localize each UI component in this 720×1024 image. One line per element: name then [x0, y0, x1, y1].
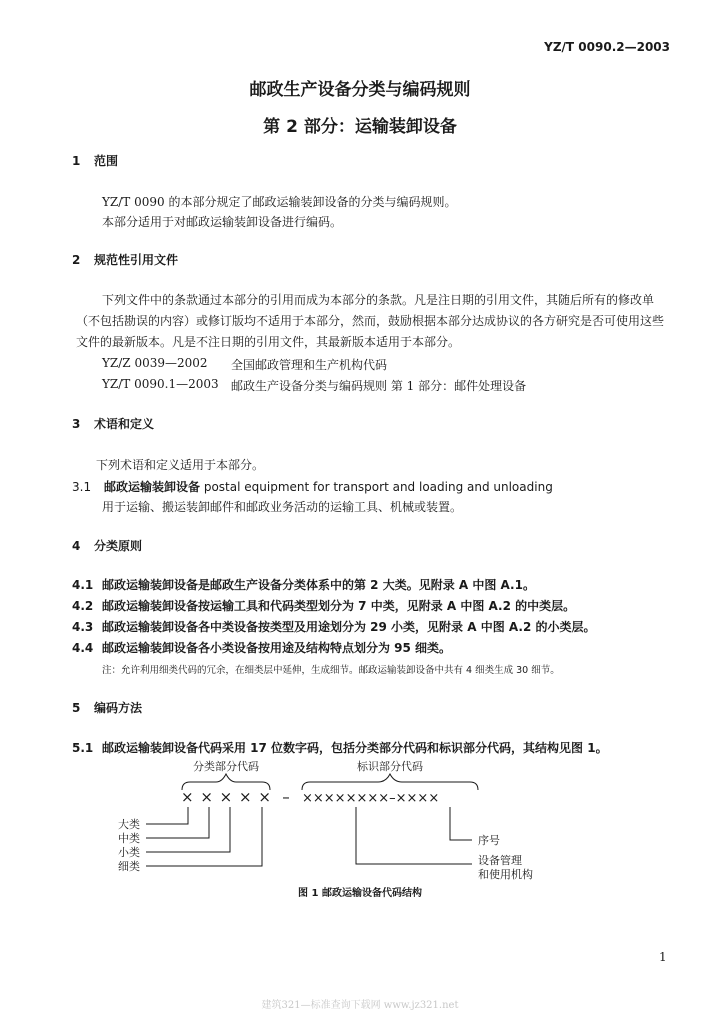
section-title: 规范性引用文件: [94, 253, 179, 267]
org-label-line-2: 和使用机构: [478, 868, 533, 881]
section-4-note: 注：允许利用细类代码的冗余，在细类层中延伸，生成细节。邮政运输装卸设备中共有 4 细类生成 30 细节。: [102, 665, 560, 676]
serial-label: 序号: [478, 834, 500, 847]
section-title: 编码方法: [94, 701, 143, 715]
section-number: 3: [72, 417, 81, 431]
section-title: 术语和定义: [94, 417, 155, 431]
section-4-heading: [72, 537, 142, 554]
section-5-heading: [72, 699, 142, 716]
level-label-major: 大类: [118, 818, 140, 831]
leader-line-serial: [450, 807, 472, 840]
term-definition: 用于运输、搬运装卸邮件和邮政业务活动的运输工具、机械或装置。: [102, 500, 463, 514]
leader-line-major: [146, 807, 188, 824]
clause-text: 邮政运输装卸设备各小类设备按用途及结构特点划分为 95 细类。: [102, 641, 452, 655]
reference-code-2: YZ/T 0090.1—2003: [102, 377, 219, 391]
section-title: 分类原则: [94, 539, 143, 553]
section-3-heading: [72, 415, 154, 432]
term-3-1: [72, 478, 553, 495]
section-1-para-2: 本部分适用于对邮政运输装卸设备进行编码。: [102, 215, 343, 229]
page-number: 1: [659, 950, 667, 964]
leader-line-organization: [356, 807, 472, 864]
clause-number: 4.2: [72, 599, 94, 613]
clause-4-3: [72, 618, 595, 635]
section-2-heading: [72, 251, 178, 268]
level-label-minor: 小类: [118, 846, 140, 859]
section-2-paragraph: 下列文件中的条款通过本部分的引用而成为本部分的条款。凡是注日期的引用文件，其随后所有的修改单（不包括勘误的内容）或修订版均不适用于本部分，然而，鼓励根据本部分达成协议的各方研究是否可使用这些文件的最新版本。凡是不注日期的引用文件，其最新版本适用于本部分。: [76, 293, 665, 349]
leader-line-medium: [146, 807, 209, 838]
section-1-para-1: YZ/T 0090 的本部分规定了邮政运输装卸设备的分类与编码规则。: [102, 195, 457, 209]
reference-code-1: YZ/Z 0039—2002: [102, 356, 208, 370]
clause-number: 4.4: [72, 641, 94, 655]
term-chinese: 邮政运输装卸设备: [104, 480, 201, 494]
clause-number: 4.3: [72, 620, 94, 634]
clause-text: 邮政运输装卸设备是邮政生产设备分类体系中的第 2 大类。见附录 A 中图 A.1。: [102, 578, 535, 592]
code-structure-diagram: [0, 760, 720, 900]
document-subtitle: 第 2 部分：运输装卸设备: [263, 117, 457, 137]
reference-title-2: 邮政生产设备分类与编码规则 第 1 部分：邮件处理设备: [231, 379, 527, 393]
level-label-medium: 中类: [118, 832, 140, 845]
section-number: 4: [72, 539, 81, 553]
id-part-label: 标识部分代码: [357, 760, 423, 773]
section-title: 范围: [94, 154, 119, 168]
clause-text: 邮政运输装卸设备按运输工具和代码类型划分为 7 中类，见附录 A 中图 A.2 的中类层。: [102, 599, 576, 613]
term-number: 3.1: [72, 480, 92, 494]
leader-line-detail: [146, 807, 262, 866]
class-digits: × × × × ×: [181, 788, 272, 806]
clause-text: 邮政运输装卸设备代码采用 17 位数字码，包括分类部分代码和标识部分代码，其结构见图 1。: [102, 741, 608, 755]
clause-4-4: [72, 639, 451, 656]
clause-4-1: [72, 576, 535, 593]
reference-title-1: 全国邮政管理和生产机构代码: [231, 358, 388, 372]
id-digits: ××××××××–××××: [302, 791, 440, 806]
clause-number: 4.1: [72, 578, 94, 592]
standard-number: YZ/T 0090.2—2003: [544, 40, 670, 54]
clause-number: 5.1: [72, 741, 94, 755]
section-number: 1: [72, 154, 81, 168]
document-title: 邮政生产设备分类与编码规则: [249, 80, 471, 100]
footer-watermark: 建筑321—标准查询下载网 www.jz321.net: [261, 1000, 459, 1011]
term-english: postal equipment for transport and loading and unloading: [203, 480, 553, 494]
clause-4-2: [72, 597, 575, 614]
section-3-intro: 下列术语和定义适用于本部分。: [96, 458, 265, 472]
level-label-detail: 细类: [118, 860, 140, 873]
id-part-brace: [302, 774, 478, 790]
org-label-line-1: 设备管理: [478, 854, 522, 867]
clause-text: 邮政运输装卸设备各中类设备按类型及用途划分为 29 小类，见附录 A 中图 A.2 的小类层。: [102, 620, 596, 634]
figure-caption: 图 1 邮政运输设备代码结构: [298, 888, 422, 899]
class-part-label: 分类部分代码: [193, 760, 259, 773]
section-number: 5: [72, 701, 81, 715]
section-1-heading: [72, 152, 118, 169]
part-dash: –: [282, 788, 290, 806]
clause-5-1: [72, 739, 608, 756]
section-number: 2: [72, 253, 81, 267]
